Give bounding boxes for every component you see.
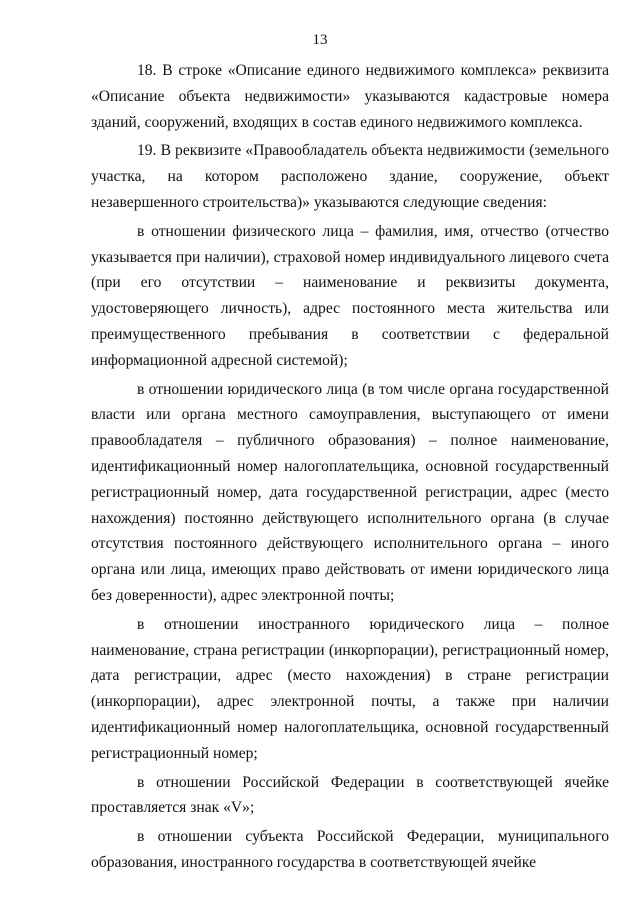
paragraph-legal-entity: в отношении юридического лица (в том числе органа государственной власти или органа местного самоуправления, выступающего от имени правообладателя – публичного образования) – полное наименование, идентификационный номер налогоплательщика, основной государственный регистрационный номер, дата государственной регистрации, адрес (место нахождения) постоянно действующего исполнительного органа (в случае отсутствия постоянного действующего исполнительного органа – иного органа или лица, имеющих право действовать от имени юридического лица без доверенности), адрес электронной почты; [91, 380, 609, 604]
paragraph-foreign-entity: в отношении иностранного юридического лица – полное наименование, страна регистрации (инкорпорации), регистрационный номер, дата регистрации, адрес (место нахождения) в стране регистрации (инкорпорации), адрес электронной почты, а также при наличии идентификационный номер налогоплательщика, основной государственный регистрационный номер; [91, 615, 609, 762]
paragraph-18: 18. В строке «Описание единого недвижимого комплекса» реквизита «Описание объекта недвижимости» указываются кадастровые номера зданий, сооружений, входящих в состав единого недвижимого комплекса. [91, 62, 609, 131]
paragraph-russian-federation: в отношении Российской Федерации в соответствующей ячейке проставляется знак «V»; [91, 773, 609, 817]
paragraph-subject: в отношении субъекта Российской Федерации, муниципального образования, иностранного государства в соответствующей ячейке [91, 828, 609, 871]
page-number: 13 [312, 32, 328, 48]
paragraph-19: 19. В реквизите «Правообладатель объекта недвижимости (земельного участка, на котором расположено здание, сооружение, объект незавершенного строительства)» указываются следующие сведения: [91, 142, 609, 211]
document-body [91, 58, 609, 876]
paragraph-individual: в отношении физического лица – фамилия, имя, отчество (отчество указывается при наличии), страховой номер индивидуального лицевого счета (при его отсутствии – наименование и реквизиты документа, удостоверяющего личность), адрес постоянного места жительства или преимущественного пребывания в соответствии с федеральной информационной адресной системой); [91, 222, 609, 369]
